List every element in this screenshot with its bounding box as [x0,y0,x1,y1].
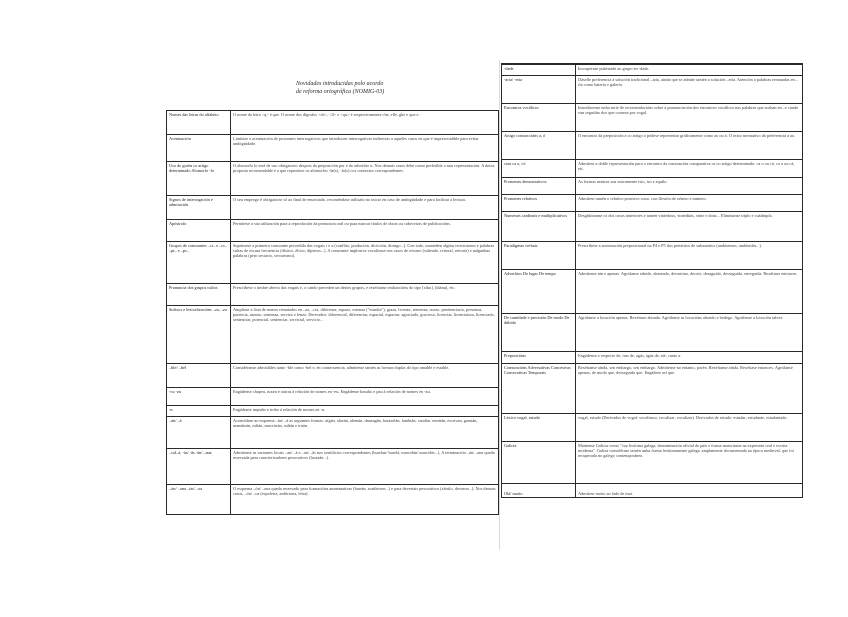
rule-description: As formas neutras son unicamente isto, iso e aquilo. [576,178,803,195]
rule-description: Admítese a doble representación para o encontro da conxunción comparativa ca co artigo determinado: ca o ou có, ca a ou cá, etc. [576,160,803,178]
rule-description: Permítese a súa utilización para a reprodución da pronuncia oral ou para marcar títulos de obras ou cabeceiras de publicacións. [231,220,499,242]
rule-topic: Pronomes relativos [502,195,576,212]
rule-topic: Apóstrofo [167,220,231,242]
document-title-line-2: de reforma ortográfica (NOMIG-03) [296,89,385,95]
table-row [167,449,499,485]
page-fold-shadow [499,60,500,550]
rule-topic: Sufixos e lexicalizacións –za, –zo [167,306,231,364]
rule-description: Admítense as variantes locais –an/ –á e –an/ –ãs nos xentilicios correspondentes (burelan/ burelá, marcelán/ marcelás...). A terminación –án/ –ana queda reservada para caracterizadores pexorativos (lacazán...). [231,449,499,485]
rule-description: O seu emprego é obrigatorio só ao final de enunciado, recoméndase utilizalo no inicio en caso de ambigüidade e para facilitar a lectura. [231,196,499,220]
rule-description: Incorpórase pubertade ao grupo en -dade. [576,65,803,76]
rule-description: Engádense chapeu, ruxeu e outras á relación de nomes en -eu. Engádense basalto e pau á relación de nomes en -au. [231,388,499,406]
table-row [167,284,499,306]
rule-description: Agrúfanse a locución apenas. Rexéitase abonda. Agrúfanse as locucións abondo e bodego. Agrúfanse a locución talvez. [576,314,803,352]
rule-topic: Encontros vocálicos [502,104,576,132]
rule-topic: De cantidade e precisión De modo De dúbida [502,314,576,352]
rule-topic: Signos de interrogación e admiración [167,196,231,220]
document-title-line-1: Novidades introducidas polo acordo [296,81,384,87]
table-row [167,135,499,162]
rule-description: Engádense impuño e trobo á relación de nomes en -n. [231,406,499,417]
rule-description: Acomódase ao esquema –án/ –á as seguintes formas: afgán, alazán, alemán, danzagán, baraxelán, lambián, catalán, ermitán, escrivan, garatán, mandarán, rufián, sancristán, sultán e truán. [231,417,499,449]
rule-topic: Artigo contraccións a, ó [502,132,576,160]
rule-topic: Adverbios De lugar De tempo [502,270,576,314]
table-row [167,196,499,220]
table-row [502,352,803,364]
rule-topic: Uso do guión co artigo determinado Alomorfo -lo [167,162,231,196]
rule-topic: cara ca o, có [502,160,576,178]
table-row [502,212,803,242]
rule-topic: Galicia [502,442,576,484]
rule-topic: Numerais cardinais e multiplicativos [502,212,576,242]
table-row [502,178,803,195]
rule-topic: -cu -zu [167,388,231,406]
table-row [502,76,803,104]
table-row [502,104,803,132]
document-title [296,80,496,96]
right-rules-table [501,64,803,498]
rule-description: O alomorfo lo será de uso obrigatorio despois da preposición por e do adverbio u. Nos demais casos debe como preferible a non representación. A única proposta recomendable é a que reproduce os alomorfos -la(s), -lo(s) cos contextos correspondentes. [231,162,499,196]
rule-description: Desglútinanse os dos casos anteriores e tamén vintedous, vintedúas, vinte e dous... Elimínanse triplo e cuádruplo. [576,212,803,242]
rule-topic: –ón/ –ona –ón/ –oa [167,485,231,515]
rule-description: Admítense nin e apenas. Agrúfanse adrede, deantado, decontino, decote, desaguido, desseguida, enseguida. Rexéitase entonces. [576,270,803,314]
rule-description: Limítase a acentuación de pronomes interrogativos que introducen interrogativas indirectas a aqueles casos en que é imprescindible para evitar ambigüidade. [231,135,499,162]
rule-description: Amplíase a lista de nomes rematados en –za, –cia, diferenza, espazo, estenza ("estudia"), graza, licenza, sentenza, norzo, penitenciario, presenza, potencia, asenzo, sentenza, servizo e lenzo. Derivados: diferencial, diferenciar, espacial, espaciar, agraciado, gracioso, licenciar, licenciatura, licenciado, sentenciar, potencial, sentenciar, servicial, servicio... [231,306,499,364]
rule-description: Mantense Galicia como "voz lexítima galega, denominación oficial do país e forma maioritaria na expresión oral e escrita moderna". Galiza considérase tamén unha forma lexitimamente galega, amplamente documentada na época medieval, que foi recuperada no galego contemporáneo. [576,442,803,484]
table-row [167,306,499,364]
left-rules-table [166,110,499,515]
rule-topic: Olá/ moito [502,484,576,498]
rule-topic: Preposicións [502,352,576,364]
table-row [502,160,803,178]
table-row [502,270,803,314]
rule-topic: Acentuación [167,135,231,162]
table-row [167,111,499,135]
rule-topic: Paradigmas verbais [502,242,576,270]
table-row [502,132,803,160]
rule-description: Rexéitanse aínda, sen embargo, sen embargo. Admítense no entanto, porén. Rexéitanse aínda. Rexéitase entonces. Agrúfanse apenas, de modo que, desseguida que. Engádese así que. [576,364,803,414]
table-row [167,220,499,242]
rule-description: Admítese tamén o relativo posesivo cuxo, con flexión de xénero e número. [576,195,803,212]
rule-topic: -aria/ -eria [502,76,576,104]
rule-topic: Pronomes demostrativos [502,178,576,195]
rule-description: O encontro da preposición a co artigo o pódese representar gráficamente como ao ou ó. O texto normativo dá preferencia a ao. [576,132,803,160]
table-row [502,314,803,352]
table-row [167,364,499,388]
table-row [167,406,499,417]
rule-topic: –ble/ –bel [167,364,231,388]
rule-topic: Pronuncia dos grupos cultos [167,284,231,306]
table-row [502,242,803,270]
table-row [167,388,499,406]
rule-topic: Grupos de consoantes –ct– e –cc– –pt– e –pc– [167,242,231,284]
rule-topic: –cal–á, -ás/ -ãs -án/ –ana [167,449,231,485]
rule-description: O esquema –ón/ –ona queda reservado para formacións aumentativas (barrán, zonfieiron...) e para devertais pexorativos (afoulo, devaron...). Nos demais casos, –ón/ –oa (espoleira, anfitriona, leira). [231,485,499,515]
table-row [502,484,803,498]
rule-description: Suprímese a primeira consoante precedida das vogais i e u (conflito, produción, dictición, diringo...). Con todo, manteñen algúns tecnicismos e palabras cultas de escasa frecuencia (dístico, élcito, dípteros...). A consoante implosiva vocalízase nos casos de retorno (salteado, reitoral, reitoría) e nalgunhas palabras (pero sectario, sectorismo). [231,242,499,284]
rule-topic: Nomes das letras do alfabeto [167,111,231,135]
rule-description: Prescríbese o timbre aberto das vogais e, o cando preceden un destes grupos, e rexéitanse realizacións do tipo [xiku], [diánu], etc. [231,284,499,306]
table-row [502,414,803,442]
rule-description: Prescríbese a acentuación preposicional na P4 e P5 dos pretéritos de subxuntivo (andásemos, andásedes...). [576,242,803,270]
rule-topic: -n [167,406,231,417]
table-row [502,364,803,414]
table-row [502,65,803,76]
table-row [167,417,499,449]
rule-topic: –án/ –á [167,417,231,449]
rule-topic: Léxico vogal, estudo [502,414,576,442]
rule-description: O nome da letra <q> é que. O nome dos dígrafos <ch>, <ll> e <qu> é respectivamente che, elle, ghe e que e. [231,111,499,135]
rule-description: Introdúcense unha serie de recomendacións sobre a pronunciación dos encontros vocálicos nas palabras que acaban en –e cando van seguidas dos que comeza por vogal. [576,104,803,132]
rule-topic: -dade [502,65,576,76]
table-row [502,195,803,212]
table-row [167,162,499,196]
rule-description: Considéranse admisibles tanto -ble como -bel e, en consecuencia, admítense tamén as formas duplas do tipo amable e estable. [231,364,499,388]
rule-description: vogal, estudo (Derivados de vogal: vocalismo, vocalizar, vocalizar). Derivados de estudo: estudar, estudante, estudantado. [576,414,803,442]
table-row [167,242,499,284]
table-row [167,485,499,515]
table-row [502,442,803,484]
rule-topic: Conxuncións Adversativas Concesivas Consecutivas Temporais [502,364,576,414]
rule-description: Engádense o respecto de, tras de, agás, agás de, até, canto a. [576,352,803,364]
rule-description: Dáselle preferencia á solución tradicional –aría, ainda que se admite tamén a solución –ería. Atención a palabras rematadas en –ría como batería e galería. [576,76,803,104]
rule-description: Admítese moito ao lado de moi. [576,484,803,498]
